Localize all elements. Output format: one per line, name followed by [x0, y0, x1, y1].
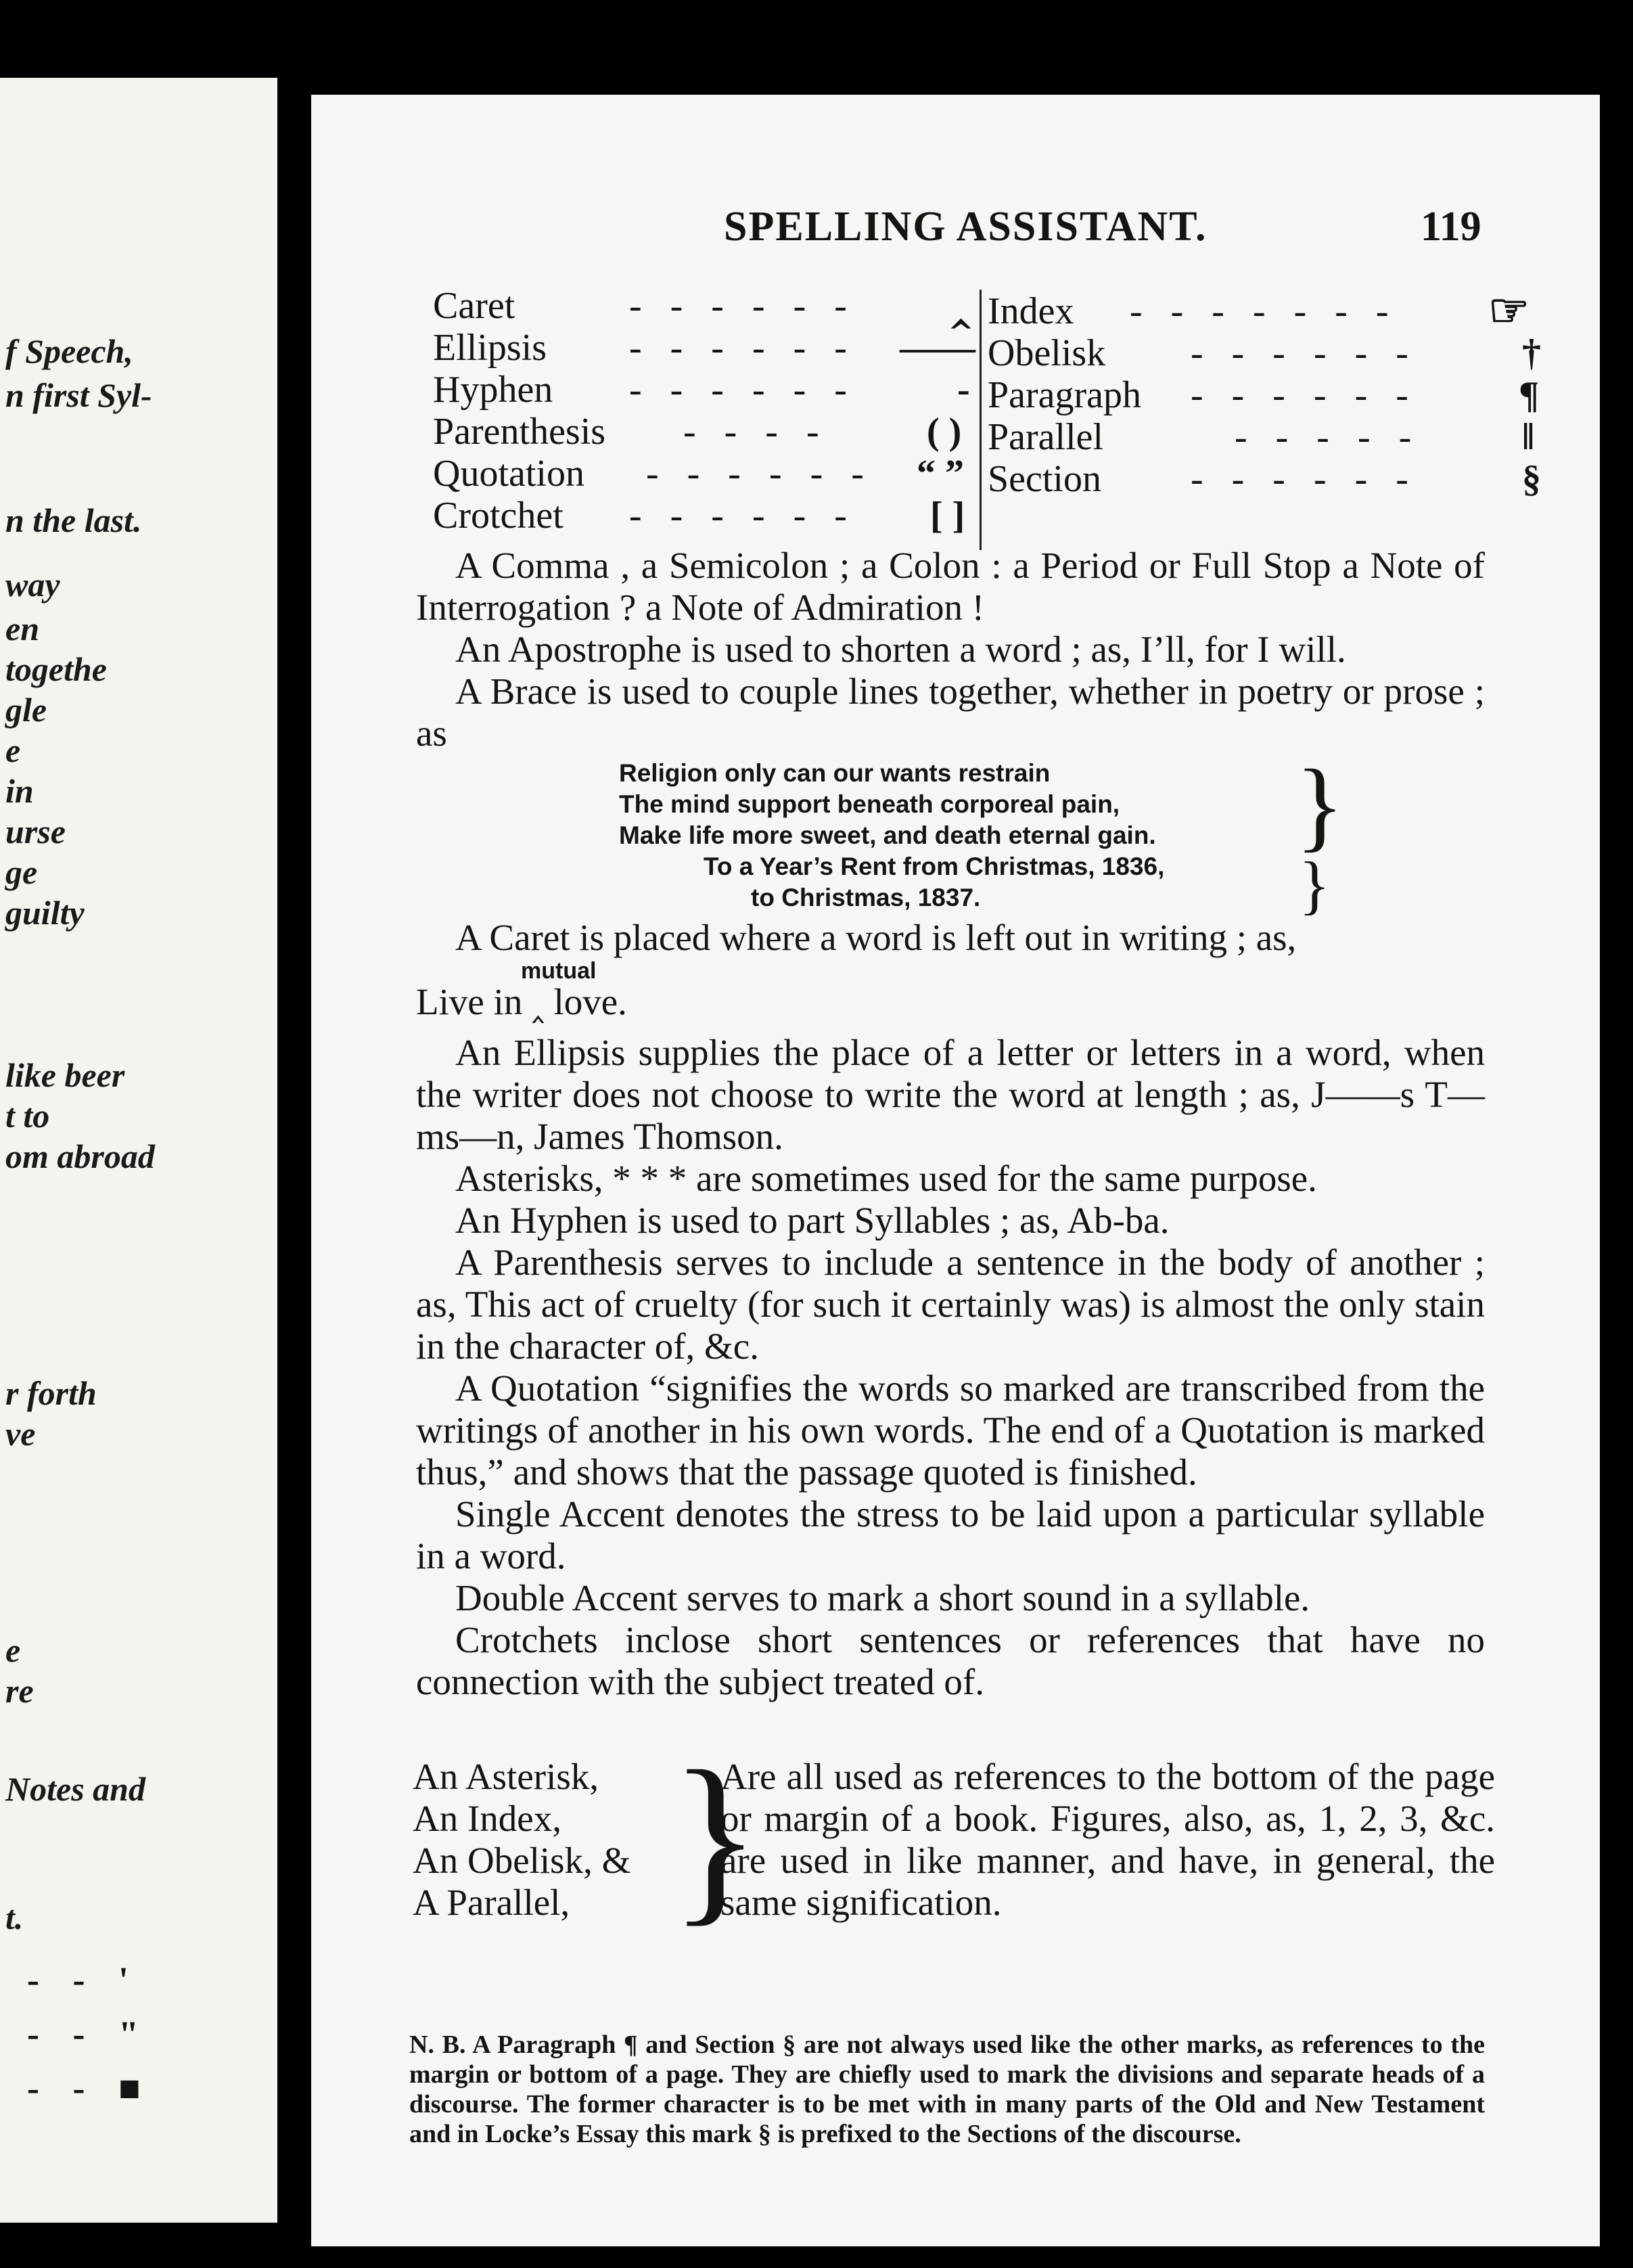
- brace-mark: }: [1295, 749, 1344, 861]
- brace-mark: }: [1299, 848, 1331, 921]
- crotchet-symbol: [ ]: [930, 495, 965, 537]
- poem-line: The mind support beneath corporeal pain,: [619, 790, 1120, 818]
- quotation-symbol: “ ”: [917, 453, 964, 495]
- paragraph-asterisks: Asterisks, * * * are sometimes used for the same purpose.: [455, 1158, 1317, 1199]
- paragraph-single-accent: Single Accent denotes the stress to be laid upon a particular syllable in a word.: [416, 1493, 1485, 1577]
- mark-name: Parallel: [988, 416, 1104, 458]
- mark-row-parallel: [988, 415, 1556, 457]
- mark-leader: - - - - - -: [646, 453, 873, 495]
- mark-name: Paragraph: [988, 374, 1142, 416]
- reference-name: An Index,: [413, 1798, 561, 1839]
- body-caret: [416, 917, 1485, 959]
- mark-name: Parenthesis: [433, 411, 606, 453]
- left-facing-page: [0, 78, 277, 2223]
- left-dots: - - ': [27, 1959, 141, 2000]
- paragraph-apostrophe: An Apostrophe is used to shorten a word ; as, I’ll, for I will.: [455, 629, 1346, 670]
- left-fragment: t.: [5, 1899, 24, 1936]
- left-fragment: en: [5, 610, 39, 648]
- section-symbol: §: [1522, 458, 1541, 500]
- mark-name: Caret: [433, 285, 515, 327]
- mark-row-hyphen: [433, 368, 974, 410]
- paragraph-parenthesis: A Parenthesis serves to include a sentence in the body of another ; as, This act of cruelty (for such it certainly was) is almost the only stain in the character of, &c.: [416, 1242, 1485, 1367]
- hyphen-symbol: -: [957, 369, 970, 411]
- left-fragment: e: [5, 731, 21, 769]
- index-hand-icon: ☞: [1488, 285, 1530, 336]
- mark-row-crotchet: [433, 494, 974, 536]
- mark-leader: - - - - - -: [1191, 332, 1418, 374]
- mark-name: Section: [988, 458, 1101, 500]
- rent-line: To a Year’s Rent from Christmas, 1836,: [704, 853, 1165, 880]
- reference-brace: }: [670, 1731, 761, 1942]
- marks-divider: [980, 290, 982, 550]
- reference-names: [413, 1756, 630, 1924]
- footnote-nb: N. B. A Paragraph ¶ and Section § are not always used like the other marks, as references to the margin or bottom of a page. They are chiefly used to mark the divisions and separate heads of a discourse. The former character is to be met with in many parts of the Old and New Testament and in Locke’s Essay this mark § is prefixed to the Sections of the discourse.: [409, 2031, 1485, 2148]
- body-text-main: [416, 1032, 1485, 1703]
- mark-name: Hyphen: [433, 369, 553, 411]
- mark-leader: - - - - - -: [1191, 374, 1418, 416]
- caret-inserted-word: mutual: [521, 958, 597, 984]
- mark-row-obelisk: [988, 332, 1556, 373]
- left-fragment: e: [5, 1631, 21, 1669]
- mark-name: Obelisk: [988, 332, 1106, 374]
- parallel-symbol: ‖: [1522, 416, 1535, 458]
- left-fragment: f Speech,: [5, 332, 133, 370]
- reference-name: An Obelisk, &: [413, 1840, 631, 1881]
- mark-leader: - - - - - -: [629, 327, 856, 369]
- poem-line: Religion only can our wants restrain: [619, 759, 1051, 787]
- paragraph-punctuation: A Comma , a Semicolon ; a Colon : a Period or Full Stop a Note of Interrogation ? a Note of Admiration !: [416, 545, 1485, 628]
- page-number: 119: [1421, 204, 1481, 250]
- reference-name: An Asterisk,: [413, 1756, 599, 1797]
- left-fragment: Notes and: [5, 1770, 145, 1808]
- paragraph-brace: A Brace is used to couple lines together, whether in poetry or prose ; as: [416, 671, 1485, 754]
- mark-row-quotation: [433, 452, 974, 494]
- mark-name: Ellipsis: [433, 327, 547, 369]
- mark-row-caret: [433, 284, 974, 326]
- mark-row-ellipsis: [433, 326, 974, 368]
- left-fragment: t to: [5, 1097, 50, 1135]
- paragraph-double-accent: Double Accent serves to mark a short sound in a syllable.: [455, 1577, 1310, 1618]
- paragraph-hyphen: An Hyphen is used to part Syllables ; as, Ab-ba.: [455, 1200, 1170, 1241]
- book-page: [311, 95, 1600, 2246]
- running-header: [311, 203, 1600, 257]
- mark-name: Crotchet: [433, 495, 564, 537]
- poem-line: Make life more sweet, and death eternal gain.: [619, 821, 1156, 849]
- left-fragment: ge: [5, 853, 38, 891]
- paragraph-quotation: A Quotation “signifies the words so marked are transcribed from the writings of another in his own words. The end of a Quotation is marked thus,” and shows that the passage quoted is finished.: [416, 1367, 1485, 1493]
- paragraph-symbol: ¶: [1519, 374, 1540, 416]
- mark-row-parenthesis: [433, 410, 974, 452]
- brace-example-poem: [619, 758, 1156, 851]
- mark-row-section: [988, 457, 1556, 499]
- mark-leader: - - - - - -: [629, 369, 856, 411]
- left-fragment: n the last.: [5, 501, 142, 539]
- mark-leader: - - - - - -: [629, 495, 856, 537]
- left-dots: - - ■: [27, 2068, 153, 2108]
- mark-leader: - - - - - - -: [1130, 290, 1398, 332]
- mark-row-index: [988, 285, 1556, 336]
- left-fragment: urse: [5, 813, 66, 850]
- body-text-top: [416, 545, 1485, 754]
- left-fragment: in: [5, 772, 34, 810]
- mark-leader: - - - - -: [1235, 416, 1421, 458]
- obelisk-symbol: †: [1522, 332, 1541, 374]
- left-fragment: guilty: [5, 894, 85, 932]
- mark-name: Quotation: [433, 453, 584, 495]
- reference-description: Are all used as references to the bottom of the page or margin of a book. Figures, also, as, 1, 2, 3, &c. are used in like manner, and have, in general, the same signification.: [720, 1756, 1495, 1923]
- left-dots: - - ": [27, 2014, 151, 2054]
- caret-symbol: ‸: [947, 286, 975, 328]
- mark-leader: - - - -: [683, 411, 829, 453]
- paragraph-caret: A Caret is placed where a word is left out in writing ; as,: [455, 917, 1297, 958]
- left-fragment: gle: [5, 691, 47, 729]
- left-fragment: r forth: [5, 1374, 97, 1412]
- rent-line: to Christmas, 1837.: [751, 884, 981, 911]
- left-fragment: like beer: [5, 1056, 125, 1094]
- left-fragment: re: [5, 1672, 34, 1710]
- paragraph-crotchets: Crotchets inclose short sentences or references that have no connection with the subject treated of.: [416, 1619, 1485, 1702]
- body-caret-example: [416, 981, 1485, 1023]
- mark-leader: - - - - - -: [1191, 458, 1418, 500]
- mark-leader: - - - - - -: [629, 285, 856, 327]
- page-title: SPELLING ASSISTANT.: [724, 204, 1208, 250]
- caret-example-line: Live in ‸ love.: [416, 981, 627, 1022]
- mark-name: Index: [988, 290, 1074, 332]
- left-fragment: ve: [5, 1415, 36, 1453]
- brace-example-rent: [704, 851, 1164, 913]
- left-fragment: togethe: [5, 650, 107, 688]
- left-fragment: n first Syl-: [5, 376, 152, 414]
- reference-name: A Parallel,: [413, 1882, 570, 1923]
- paragraph-ellipsis: An Ellipsis supplies the place of a letter or letters in a word, when the writer does not choose to write the word at length ; as, J——s T—ms—n, James Thomson.: [416, 1032, 1485, 1157]
- left-fragment: om abroad: [5, 1137, 155, 1175]
- ellipsis-symbol: ——: [900, 327, 975, 369]
- left-fragment: way: [5, 566, 60, 604]
- parenthesis-symbol: ( ): [927, 411, 962, 453]
- mark-row-paragraph: [988, 373, 1556, 415]
